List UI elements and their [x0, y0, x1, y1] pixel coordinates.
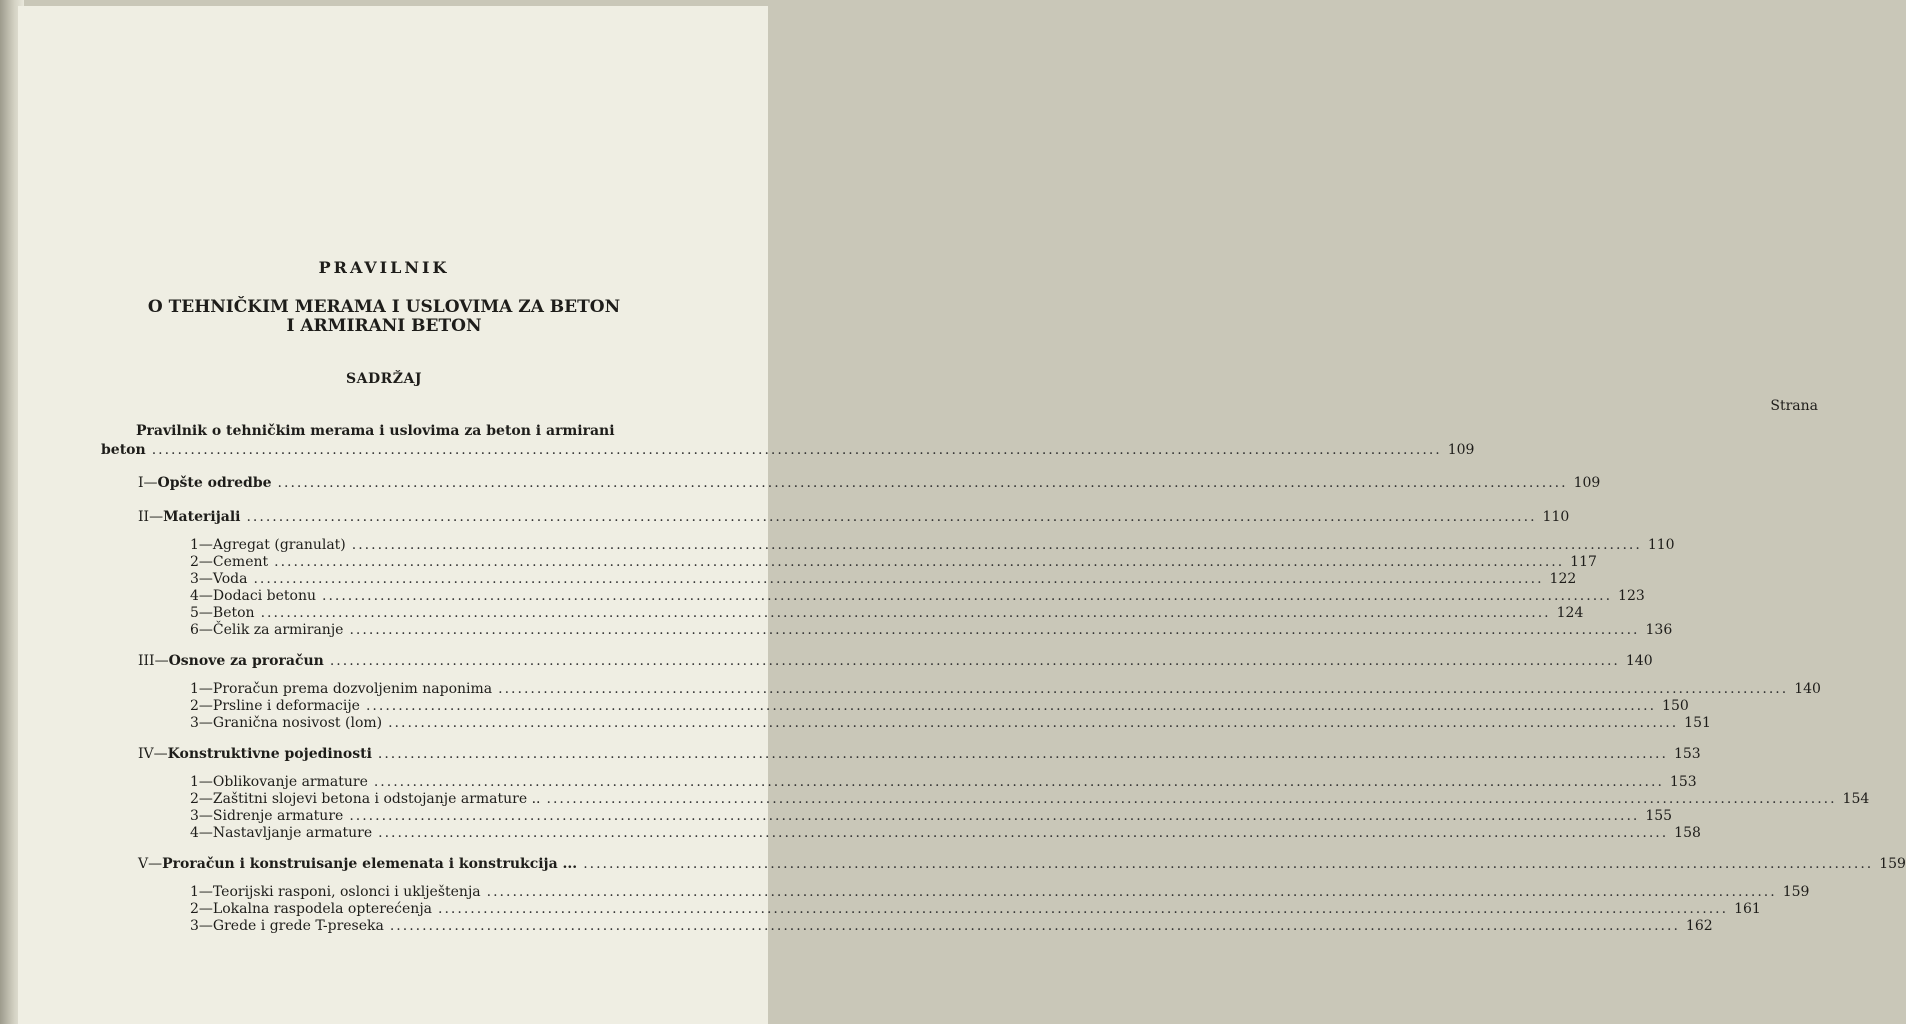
section-entry [190, 825, 1701, 841]
section-number: 2 [190, 791, 199, 807]
document-heading: PRAVILNIK [318, 258, 450, 277]
section-entry [190, 554, 1597, 570]
leader-dots: ........................................................................................................................................................................................................ [260, 605, 1551, 621]
dash: — [198, 554, 213, 570]
subtitle-line-2: I ARMIRANI BETON [286, 316, 482, 336]
page-number: 155 [1645, 808, 1673, 824]
section-entry [190, 791, 1870, 807]
section-title: Voda [212, 571, 248, 587]
page-number: 124 [1556, 605, 1584, 621]
section-title: Oblikovanje armature [212, 774, 368, 790]
leader-dots: ........................................................................................................................................................................................................ [378, 825, 1669, 841]
leader-dots: ........................................................................................................................................................................................................ [351, 537, 1642, 553]
dash: — [198, 715, 213, 731]
section-title: Sidrenje armature [212, 808, 344, 824]
dash: — [198, 918, 213, 934]
page-number: 117 [1570, 554, 1597, 570]
page-number: 136 [1645, 622, 1673, 638]
section-entry [190, 808, 1673, 824]
leader-dots: ........................................................................................................................................................................................................ [329, 653, 1620, 669]
chapter-number: III [138, 653, 155, 669]
section-entry [190, 605, 1584, 621]
dash: — [148, 856, 163, 872]
leader-dots: ........................................................................................................................................................................................................ [388, 715, 1679, 731]
section-title: Granična nosivost (lom) [212, 715, 383, 731]
intro-line-2: beton [101, 442, 146, 458]
section-number: 1 [190, 537, 199, 553]
page-column-label: Strana [1770, 398, 1818, 414]
chapter-entry [138, 746, 1701, 762]
page-number: 140 [1625, 653, 1653, 669]
leader-dots: ........................................................................................................................................................................................................ [349, 622, 1640, 638]
chapter-title: Osnove za proračun [168, 653, 324, 669]
leader-dots: ........................................................................................................................................................................................................ [349, 808, 1640, 824]
dash: — [198, 774, 213, 790]
dash: — [198, 825, 213, 841]
section-title: Proračun prema dozvoljenim naponima [212, 681, 493, 697]
page-number: 122 [1549, 571, 1577, 587]
section-title: Prsline i deformacije [212, 698, 360, 714]
page-number: 110 [1647, 537, 1675, 553]
dash: — [198, 605, 213, 621]
page-number: 109 [1573, 475, 1601, 491]
document-subtitle [0, 298, 768, 336]
section-number: 1 [190, 681, 199, 697]
chapter-number: V [138, 856, 149, 872]
page-number: 140 [1794, 681, 1821, 697]
chapter-entry [138, 653, 1653, 669]
leader-dots: ........................................................................................................................................................................................................ [498, 681, 1789, 697]
leader-dots: ........................................................................................................................................................................................................ [546, 791, 1837, 807]
leader-dots: ........................................................................................................................................................................................................ [377, 746, 1668, 762]
dash: — [198, 808, 213, 824]
section-title: Nastavljanje armature [212, 825, 373, 841]
section-entry [190, 571, 1577, 587]
page-number: 153 [1673, 746, 1701, 762]
leader-dots: ........................................................................................................................................................................................................ [322, 588, 1613, 604]
leader-dots: ........................................................................................................................................................................................................ [253, 571, 1544, 587]
section-title: Grede i grede T-preseka [212, 918, 384, 934]
page-number: 162 [1685, 918, 1713, 934]
section-title: Zaštitni slojevi betona i odstojanje armature .. [212, 791, 541, 807]
leader-dots: ........................................................................................................................................................................................................ [438, 901, 1729, 917]
dash: — [198, 622, 213, 638]
dash: — [198, 571, 213, 587]
section-number: 4 [190, 825, 199, 841]
leader-dots: ........................................................................................................................................................................................................ [583, 856, 1874, 872]
dash: — [143, 475, 158, 491]
dash: — [198, 681, 213, 697]
page-number: 153 [1669, 774, 1697, 790]
section-number: 1 [190, 884, 199, 900]
section-number: 1 [190, 774, 199, 790]
page-number: 158 [1674, 825, 1701, 841]
leader-dots: ........................................................................................................................................................................................................ [486, 884, 1777, 900]
dash: — [198, 588, 213, 604]
dash: — [198, 901, 213, 917]
leader-dots: ........................................................................................................................................................................................................ [246, 509, 1537, 525]
section-title: Čelik za armiranje [212, 622, 344, 638]
section-title: Dodaci betonu [212, 588, 316, 604]
dash: — [198, 698, 213, 714]
page-number: 109 [1447, 442, 1475, 458]
section-entry [190, 681, 1821, 697]
section-entry [190, 588, 1645, 604]
section-number: 5 [190, 605, 199, 621]
intro-entry [101, 442, 1475, 458]
section-entry [190, 715, 1711, 731]
section-number: 3 [190, 918, 199, 934]
intro-line-1: Pravilnik o tehničkim merama i uslovima za beton i armirani [136, 423, 615, 439]
chapter-number: IV [138, 746, 154, 762]
section-entry [190, 884, 1810, 900]
section-entry [190, 698, 1689, 714]
page-number: 159 [1879, 856, 1906, 872]
page-number: 154 [1842, 791, 1870, 807]
page-number: 123 [1618, 588, 1645, 604]
dash: — [153, 746, 168, 762]
section-number: 2 [190, 554, 199, 570]
section-title: Beton [212, 605, 255, 621]
chapter-title: Konstruktivne pojedinosti [167, 746, 372, 762]
section-title: Teorijski rasponi, oslonci i uklještenja [212, 884, 481, 900]
dash: — [149, 509, 164, 525]
page-number: 159 [1782, 884, 1810, 900]
leader-dots: ........................................................................................................................................................................................................ [274, 554, 1565, 570]
leader-dots: ........................................................................................................................................................................................................ [151, 442, 1442, 458]
section-title: Agregat (granulat) [212, 537, 346, 553]
chapter-title: Materijali [163, 509, 241, 525]
section-number: 4 [190, 588, 199, 604]
contents-title: SADRŽAJ [346, 371, 422, 387]
section-entry [190, 622, 1673, 638]
leader-dots: ........................................................................................................................................................................................................ [365, 698, 1657, 714]
section-entry [190, 537, 1675, 553]
chapter-entry [138, 509, 1570, 525]
dash: — [198, 884, 213, 900]
leader-dots: ........................................................................................................................................................................................................ [277, 475, 1568, 491]
page-number: 151 [1684, 715, 1711, 731]
section-number: 2 [190, 698, 199, 714]
dash: — [154, 653, 169, 669]
chapter-title: Opšte odredbe [157, 475, 272, 491]
dash: — [198, 791, 213, 807]
dash: — [198, 537, 213, 553]
section-number: 3 [190, 571, 199, 587]
page-number: 161 [1734, 901, 1761, 917]
section-entry [190, 774, 1697, 790]
chapter-number: II [138, 509, 150, 525]
page-number: 110 [1542, 509, 1570, 525]
chapter-number: I [138, 475, 144, 491]
chapter-entry [138, 856, 1906, 872]
leader-dots: ........................................................................................................................................................................................................ [389, 918, 1680, 934]
page-number: 150 [1662, 698, 1689, 714]
section-number: 6 [190, 622, 199, 638]
subtitle-line-1: O TEHNIČKIM MERAMA I USLOVIMA ZA BETON [147, 297, 621, 317]
section-entry [190, 901, 1761, 917]
section-number: 3 [190, 715, 199, 731]
section-number: 2 [190, 901, 199, 917]
leader-dots: ........................................................................................................................................................................................................ [373, 774, 1664, 790]
section-title: Lokalna raspodela opterećenja [212, 901, 433, 917]
section-number: 3 [190, 808, 199, 824]
section-title: Cement [212, 554, 269, 570]
chapter-title: Proračun i konstruisanje elemenata i konstrukcija ... [162, 856, 578, 872]
chapter-entry [138, 475, 1601, 491]
section-entry [190, 918, 1713, 934]
